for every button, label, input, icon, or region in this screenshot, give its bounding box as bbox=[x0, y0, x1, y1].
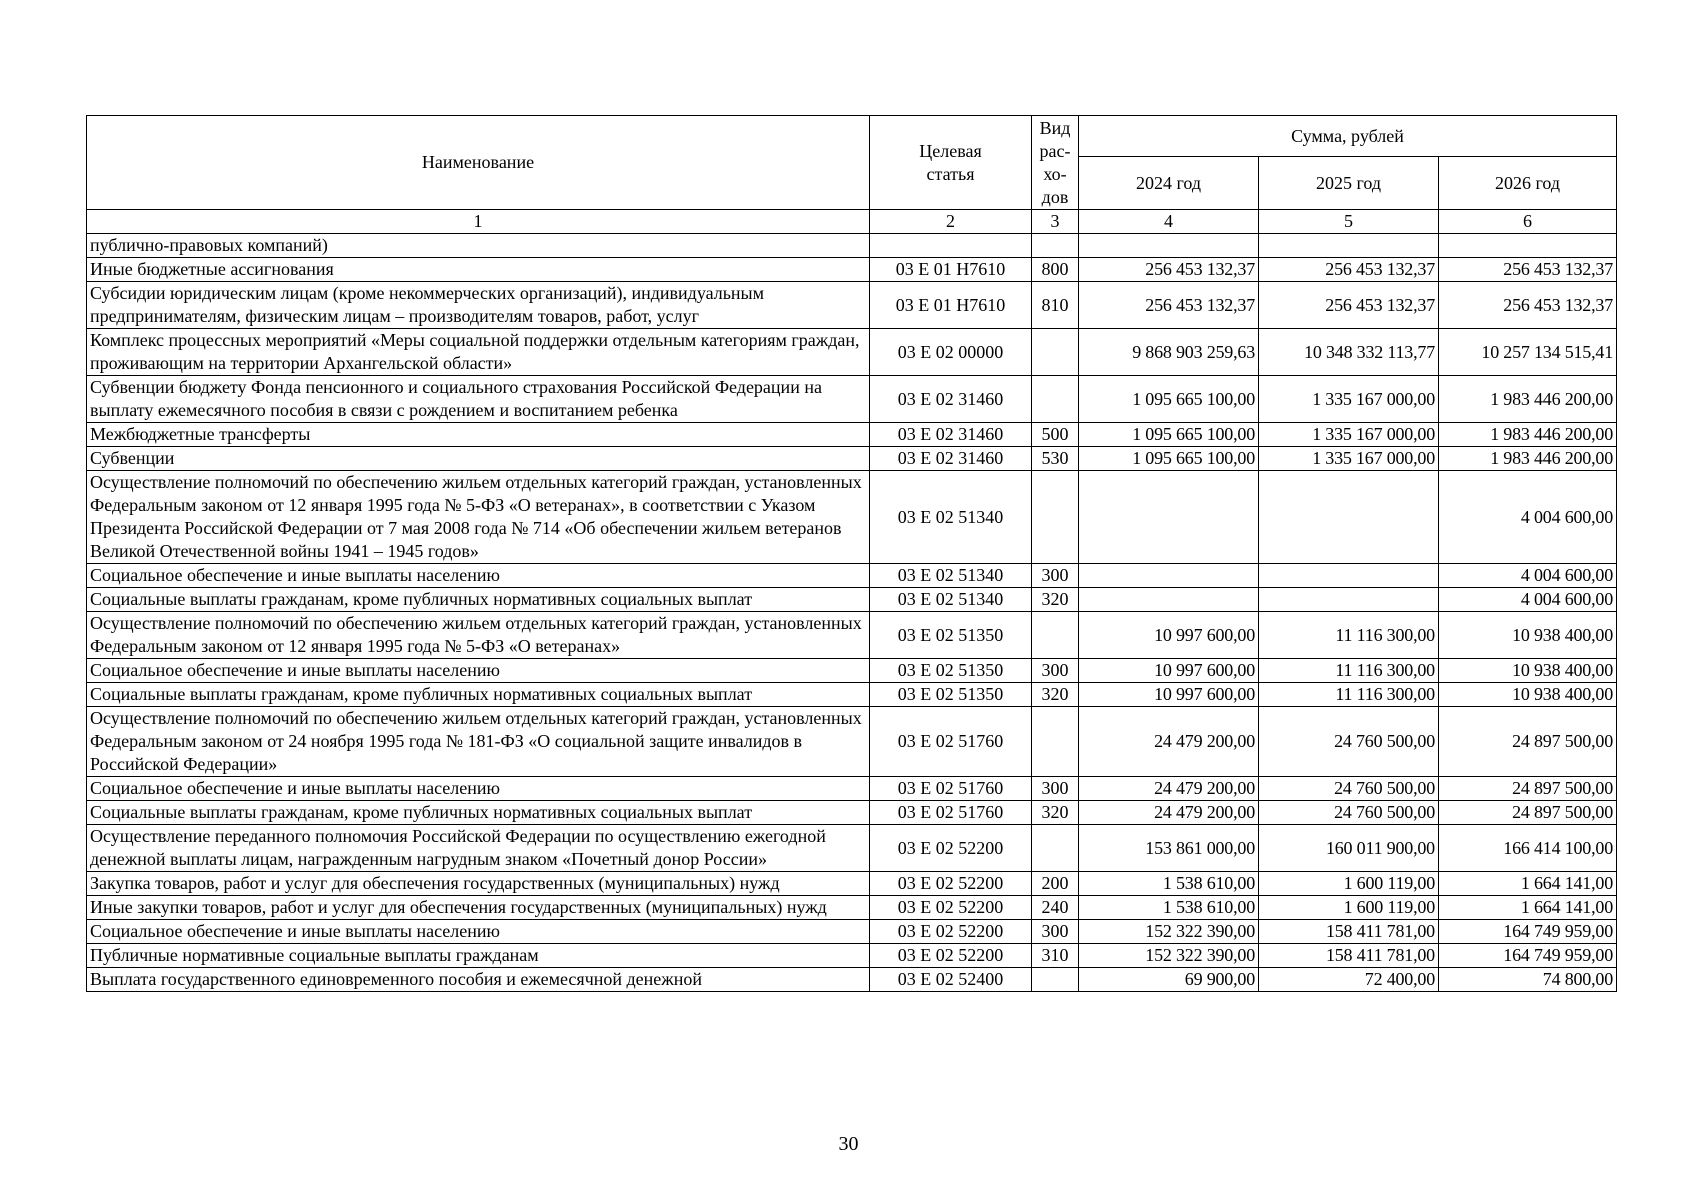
amount-2026-cell: 256 453 132,37 bbox=[1439, 258, 1617, 282]
amount-2026-cell: 24 897 500,00 bbox=[1439, 801, 1617, 825]
amount-2024-cell: 69 900,00 bbox=[1079, 968, 1259, 992]
table-row bbox=[87, 423, 1617, 447]
row-name-cell: Социальное обеспечение и иные выплаты населению bbox=[87, 659, 870, 683]
column-number: 6 bbox=[1439, 210, 1617, 234]
column-number: 4 bbox=[1079, 210, 1259, 234]
row-name-cell: Осуществление полномочий по обеспечению жильем отдельных категорий граждан, установленных Федеральным законом от 12 января 1995 года № 5-ФЗ «О ветеранах», в соответствии с Указом Президента Российской Федерации от 7 мая 2008 года № 714 «Об обеспечении жильем ветеранов Великой Отечественной войны 1941 – 1945 годов» bbox=[87, 471, 870, 564]
amount-2025-cell: 158 411 781,00 bbox=[1259, 920, 1439, 944]
expense-type-cell bbox=[1032, 234, 1079, 258]
amount-2026-cell: 256 453 132,37 bbox=[1439, 282, 1617, 329]
target-article-cell: 03 Е 02 52200 bbox=[870, 920, 1032, 944]
row-name-cell: Социальные выплаты гражданам, кроме публичных нормативных социальных выплат bbox=[87, 683, 870, 707]
amount-2025-cell bbox=[1259, 588, 1439, 612]
amount-2024-cell: 1 095 665 100,00 bbox=[1079, 376, 1259, 423]
amount-2026-cell: 24 897 500,00 bbox=[1439, 777, 1617, 801]
table-row bbox=[87, 659, 1617, 683]
expense-type-cell: 810 bbox=[1032, 282, 1079, 329]
table-row bbox=[87, 872, 1617, 896]
amount-2026-cell: 1 983 446 200,00 bbox=[1439, 376, 1617, 423]
row-name-cell: Комплекс процессных мероприятий «Меры социальной поддержки отдельным категориям граждан, проживающим на территории Архангельской области» bbox=[87, 329, 870, 376]
row-name-cell: Социальное обеспечение и иные выплаты населению bbox=[87, 920, 870, 944]
row-name-cell: Социальное обеспечение и иные выплаты населению bbox=[87, 564, 870, 588]
amount-2025-cell: 11 116 300,00 bbox=[1259, 612, 1439, 659]
target-article-cell: 03 Е 02 51350 bbox=[870, 683, 1032, 707]
table-row bbox=[87, 471, 1617, 564]
target-article-cell: 03 Е 02 31460 bbox=[870, 447, 1032, 471]
amount-2025-cell bbox=[1259, 234, 1439, 258]
amount-2025-cell: 1 335 167 000,00 bbox=[1259, 423, 1439, 447]
amount-2024-cell: 10 997 600,00 bbox=[1079, 683, 1259, 707]
amount-2024-cell: 256 453 132,37 bbox=[1079, 282, 1259, 329]
amount-2024-cell bbox=[1079, 234, 1259, 258]
header-year-2026: 2026 год bbox=[1439, 157, 1617, 210]
expense-type-cell: 300 bbox=[1032, 777, 1079, 801]
row-name-cell: Публичные нормативные социальные выплаты гражданам bbox=[87, 944, 870, 968]
amount-2024-cell: 24 479 200,00 bbox=[1079, 801, 1259, 825]
amount-2026-cell: 10 938 400,00 bbox=[1439, 612, 1617, 659]
amount-2025-cell: 72 400,00 bbox=[1259, 968, 1439, 992]
amount-2024-cell: 10 997 600,00 bbox=[1079, 659, 1259, 683]
amount-2026-cell: 166 414 100,00 bbox=[1439, 825, 1617, 872]
expense-type-cell: 300 bbox=[1032, 920, 1079, 944]
target-article-cell: 03 Е 02 52200 bbox=[870, 896, 1032, 920]
amount-2024-cell: 256 453 132,37 bbox=[1079, 258, 1259, 282]
table-row bbox=[87, 447, 1617, 471]
page-number: 30 bbox=[838, 1133, 859, 1155]
table-row bbox=[87, 282, 1617, 329]
column-number: 5 bbox=[1259, 210, 1439, 234]
amount-2025-cell: 10 348 332 113,77 bbox=[1259, 329, 1439, 376]
amount-2026-cell: 24 897 500,00 bbox=[1439, 707, 1617, 777]
budget-table bbox=[86, 115, 1617, 992]
target-article-cell: 03 Е 02 51760 bbox=[870, 801, 1032, 825]
table-row bbox=[87, 777, 1617, 801]
amount-2024-cell: 153 861 000,00 bbox=[1079, 825, 1259, 872]
header-year-2024: 2024 год bbox=[1079, 157, 1259, 210]
row-name-cell: Закупка товаров, работ и услуг для обеспечения государственных (муниципальных) нужд bbox=[87, 872, 870, 896]
amount-2025-cell: 24 760 500,00 bbox=[1259, 801, 1439, 825]
amount-2024-cell: 1 538 610,00 bbox=[1079, 872, 1259, 896]
target-article-cell: 03 Е 01 Н7610 bbox=[870, 258, 1032, 282]
amount-2025-cell: 24 760 500,00 bbox=[1259, 707, 1439, 777]
table-header bbox=[87, 116, 1617, 234]
row-name-cell: Иные закупки товаров, работ и услуг для обеспечения государственных (муниципальных) нужд bbox=[87, 896, 870, 920]
expense-type-cell bbox=[1032, 707, 1079, 777]
expense-type-cell: 500 bbox=[1032, 423, 1079, 447]
table-body bbox=[87, 234, 1617, 992]
amount-2025-cell: 256 453 132,37 bbox=[1259, 258, 1439, 282]
expense-type-cell: 320 bbox=[1032, 801, 1079, 825]
target-article-cell: 03 Е 02 51760 bbox=[870, 777, 1032, 801]
table-row bbox=[87, 683, 1617, 707]
expense-type-cell: 300 bbox=[1032, 564, 1079, 588]
table-row bbox=[87, 329, 1617, 376]
header-name: Наименование bbox=[87, 116, 870, 210]
target-article-cell: 03 Е 02 31460 bbox=[870, 423, 1032, 447]
expense-type-cell: 200 bbox=[1032, 872, 1079, 896]
row-name-cell: Осуществление полномочий по обеспечению жильем отдельных категорий граждан, установленных Федеральным законом от 24 ноября 1995 года № 181-ФЗ «О социальной защите инвалидов в Российской Федерации» bbox=[87, 707, 870, 777]
target-article-cell: 03 Е 02 00000 bbox=[870, 329, 1032, 376]
expense-type-cell bbox=[1032, 329, 1079, 376]
table-row bbox=[87, 376, 1617, 423]
expense-type-cell bbox=[1032, 825, 1079, 872]
amount-2024-cell: 9 868 903 259,63 bbox=[1079, 329, 1259, 376]
header-year-2025: 2025 год bbox=[1259, 157, 1439, 210]
amount-2024-cell bbox=[1079, 564, 1259, 588]
header-target-article: Целевая статья bbox=[870, 116, 1032, 210]
row-name-cell: Осуществление переданного полномочия Российской Федерации по осуществлению ежегодной денежной выплаты лицам, награжденным нагрудным знаком «Почетный донор России» bbox=[87, 825, 870, 872]
table-row bbox=[87, 564, 1617, 588]
row-name-cell: Социальное обеспечение и иные выплаты населению bbox=[87, 777, 870, 801]
expense-type-cell: 240 bbox=[1032, 896, 1079, 920]
amount-2025-cell: 1 335 167 000,00 bbox=[1259, 376, 1439, 423]
column-number: 3 bbox=[1032, 210, 1079, 234]
expense-type-cell: 800 bbox=[1032, 258, 1079, 282]
target-article-cell: 03 Е 02 51340 bbox=[870, 564, 1032, 588]
target-article-cell: 03 Е 01 Н7610 bbox=[870, 282, 1032, 329]
column-numbers-row bbox=[87, 210, 1617, 234]
target-article-cell: 03 Е 02 51340 bbox=[870, 471, 1032, 564]
row-name-cell: Субвенции бюджету Фонда пенсионного и социального страхования Российской Федерации на выплату ежемесячного пособия в связи с рождением и воспитанием ребенка bbox=[87, 376, 870, 423]
table-row bbox=[87, 920, 1617, 944]
expense-type-cell: 310 bbox=[1032, 944, 1079, 968]
target-article-cell: 03 Е 02 52200 bbox=[870, 944, 1032, 968]
amount-2026-cell: 4 004 600,00 bbox=[1439, 471, 1617, 564]
target-article-cell: 03 Е 02 52400 bbox=[870, 968, 1032, 992]
amount-2025-cell: 1 600 119,00 bbox=[1259, 872, 1439, 896]
header-expense-type: Вид рас- хо- дов bbox=[1032, 116, 1079, 210]
table-row bbox=[87, 801, 1617, 825]
amount-2025-cell: 24 760 500,00 bbox=[1259, 777, 1439, 801]
table-row bbox=[87, 707, 1617, 777]
expense-type-cell bbox=[1032, 376, 1079, 423]
amount-2026-cell: 10 938 400,00 bbox=[1439, 659, 1617, 683]
amount-2026-cell: 1 983 446 200,00 bbox=[1439, 447, 1617, 471]
amount-2026-cell bbox=[1439, 234, 1617, 258]
expense-type-cell bbox=[1032, 612, 1079, 659]
target-article-cell bbox=[870, 234, 1032, 258]
expense-type-cell bbox=[1032, 471, 1079, 564]
target-article-cell: 03 Е 02 51340 bbox=[870, 588, 1032, 612]
expense-type-cell: 300 bbox=[1032, 659, 1079, 683]
amount-2024-cell bbox=[1079, 588, 1259, 612]
amount-2026-cell: 164 749 959,00 bbox=[1439, 944, 1617, 968]
amount-2025-cell: 1 600 119,00 bbox=[1259, 896, 1439, 920]
amount-2026-cell: 1 983 446 200,00 bbox=[1439, 423, 1617, 447]
amount-2024-cell: 1 538 610,00 bbox=[1079, 896, 1259, 920]
amount-2024-cell: 24 479 200,00 bbox=[1079, 777, 1259, 801]
target-article-cell: 03 Е 02 51760 bbox=[870, 707, 1032, 777]
amount-2025-cell: 158 411 781,00 bbox=[1259, 944, 1439, 968]
amount-2025-cell: 11 116 300,00 bbox=[1259, 659, 1439, 683]
amount-2026-cell: 4 004 600,00 bbox=[1439, 588, 1617, 612]
amount-2025-cell: 1 335 167 000,00 bbox=[1259, 447, 1439, 471]
table-row bbox=[87, 825, 1617, 872]
amount-2026-cell: 1 664 141,00 bbox=[1439, 872, 1617, 896]
expense-type-cell: 320 bbox=[1032, 683, 1079, 707]
column-number: 1 bbox=[87, 210, 870, 234]
target-article-cell: 03 Е 02 31460 bbox=[870, 376, 1032, 423]
amount-2024-cell: 1 095 665 100,00 bbox=[1079, 447, 1259, 471]
target-article-cell: 03 Е 02 51350 bbox=[870, 659, 1032, 683]
amount-2025-cell bbox=[1259, 564, 1439, 588]
column-number: 2 bbox=[870, 210, 1032, 234]
amount-2025-cell: 160 011 900,00 bbox=[1259, 825, 1439, 872]
amount-2025-cell bbox=[1259, 471, 1439, 564]
expense-type-cell bbox=[1032, 968, 1079, 992]
amount-2024-cell: 152 322 390,00 bbox=[1079, 920, 1259, 944]
row-name-cell: Субсидии юридическим лицам (кроме некоммерческих организаций), индивидуальным предпринимателям, физическим лицам – производителям товаров, работ, услуг bbox=[87, 282, 870, 329]
amount-2026-cell: 4 004 600,00 bbox=[1439, 564, 1617, 588]
header-sum: Сумма, рублей bbox=[1079, 116, 1617, 157]
row-name-cell: Иные бюджетные ассигнования bbox=[87, 258, 870, 282]
row-name-cell: Выплата государственного единовременного пособия и ежемесячной денежной bbox=[87, 968, 870, 992]
table-row bbox=[87, 944, 1617, 968]
amount-2026-cell: 1 664 141,00 bbox=[1439, 896, 1617, 920]
amount-2024-cell: 10 997 600,00 bbox=[1079, 612, 1259, 659]
amount-2026-cell: 10 257 134 515,41 bbox=[1439, 329, 1617, 376]
row-name-cell: Межбюджетные трансферты bbox=[87, 423, 870, 447]
table-row bbox=[87, 258, 1617, 282]
row-name-cell: публично-правовых компаний) bbox=[87, 234, 870, 258]
table-row bbox=[87, 968, 1617, 992]
amount-2024-cell: 24 479 200,00 bbox=[1079, 707, 1259, 777]
amount-2025-cell: 256 453 132,37 bbox=[1259, 282, 1439, 329]
expense-type-cell: 320 bbox=[1032, 588, 1079, 612]
expense-type-cell: 530 bbox=[1032, 447, 1079, 471]
row-name-cell: Осуществление полномочий по обеспечению жильем отдельных категорий граждан, установленных Федеральным законом от 12 января 1995 года № 5-ФЗ «О ветеранах» bbox=[87, 612, 870, 659]
amount-2024-cell: 1 095 665 100,00 bbox=[1079, 423, 1259, 447]
table-row bbox=[87, 234, 1617, 258]
target-article-cell: 03 Е 02 52200 bbox=[870, 872, 1032, 896]
table-row bbox=[87, 588, 1617, 612]
target-article-cell: 03 Е 02 52200 bbox=[870, 825, 1032, 872]
row-name-cell: Субвенции bbox=[87, 447, 870, 471]
table-row bbox=[87, 896, 1617, 920]
amount-2025-cell: 11 116 300,00 bbox=[1259, 683, 1439, 707]
table-row bbox=[87, 612, 1617, 659]
amount-2026-cell: 164 749 959,00 bbox=[1439, 920, 1617, 944]
row-name-cell: Социальные выплаты гражданам, кроме публичных нормативных социальных выплат bbox=[87, 588, 870, 612]
amount-2024-cell: 152 322 390,00 bbox=[1079, 944, 1259, 968]
amount-2024-cell bbox=[1079, 471, 1259, 564]
amount-2026-cell: 10 938 400,00 bbox=[1439, 683, 1617, 707]
row-name-cell: Социальные выплаты гражданам, кроме публичных нормативных социальных выплат bbox=[87, 801, 870, 825]
target-article-cell: 03 Е 02 51350 bbox=[870, 612, 1032, 659]
amount-2026-cell: 74 800,00 bbox=[1439, 968, 1617, 992]
